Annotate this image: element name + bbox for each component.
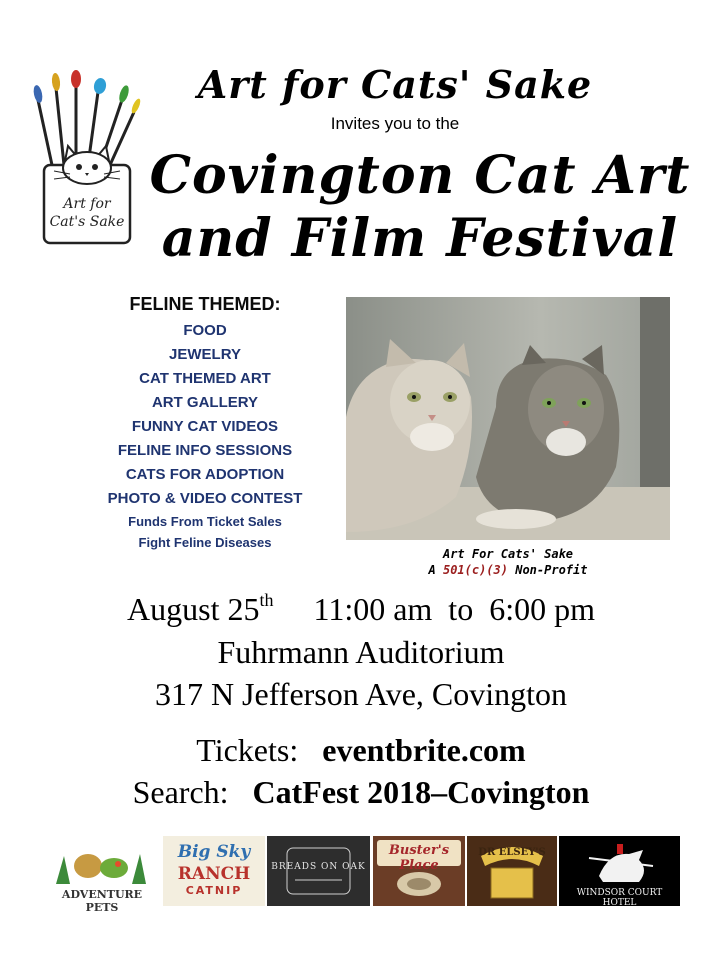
feature-list	[85, 294, 325, 553]
sponsor-big-sky-ranch	[163, 836, 265, 906]
org-title: Art for Cats' Sake	[197, 62, 593, 107]
feature-item: ART GALLERY	[151, 394, 259, 411]
search-line	[0, 774, 722, 811]
sponsor-name: WINDSOR COURT HOTEL	[576, 888, 663, 908]
event-time: 11:00 am to 6:00 pm	[313, 591, 595, 627]
sponsor-name-bot: CATNIP	[185, 884, 243, 897]
festival-title-line2: and Film Festival	[161, 208, 679, 269]
sponsor-name: ADVENTURE PETS	[61, 888, 143, 914]
caption-line2: A 501(c)(3) Non-Profit	[428, 563, 588, 577]
invites-text: Invites you to the	[330, 114, 460, 133]
sponsor-name: DR ELSEY'S	[478, 847, 546, 858]
cats-photo	[346, 297, 670, 540]
sponsor-busters-place	[373, 836, 465, 906]
feature-item: FOOD	[183, 322, 227, 339]
search-label: Search:	[132, 774, 229, 810]
date-time-line	[0, 590, 722, 628]
tickets-line	[0, 732, 722, 769]
nonprofit-status: 501(c)(3)	[442, 563, 508, 577]
search-term: CatFest 2018–Covington	[252, 774, 590, 810]
feature-item: FELINE INFO SESSIONS	[117, 442, 293, 459]
art-for-cats-sake-logo	[30, 70, 150, 245]
caption-line1: Art For Cats' Sake	[442, 547, 574, 561]
event-venue: Fuhrmann Auditorium	[217, 634, 505, 670]
tickets-link[interactable]: eventbrite.com	[322, 732, 526, 768]
feature-item: PHOTO & VIDEO CONTEST	[107, 490, 303, 507]
sponsor-breads-on-oak	[267, 836, 370, 906]
logo-text-line1: Art for	[63, 196, 111, 212]
feature-note: Fight Feline Diseases	[138, 535, 272, 550]
sponsor-adventure-pets	[46, 836, 158, 914]
sponsor-windsor-court-hotel	[559, 836, 680, 906]
sponsor-name-top: Big Sky	[177, 842, 251, 862]
feature-item: FUNNY CAT VIDEOS	[131, 418, 279, 435]
logo-text-line2: Cat's Sake	[49, 214, 125, 230]
event-date: August 25	[127, 591, 260, 627]
sponsor-dr-elseys	[467, 836, 557, 906]
sponsor-name-mid: RANCH	[177, 864, 251, 884]
event-address: 317 N Jefferson Ave, Covington	[154, 676, 568, 712]
festival-title-line1: Covington Cat Art	[149, 145, 691, 206]
feature-item: CATS FOR ADOPTION	[125, 466, 285, 483]
feature-heading: FELINE THEMED:	[129, 294, 281, 314]
photo-caption	[346, 546, 670, 578]
tickets-label: Tickets:	[196, 732, 299, 768]
feature-item: JEWELRY	[169, 346, 241, 363]
sponsor-name: Buster's Place	[388, 843, 450, 873]
feature-item: CAT THEMED ART	[139, 370, 271, 387]
feature-note: Funds From Ticket Sales	[128, 514, 282, 529]
sponsor-name: BREADS ON OAK	[271, 862, 366, 872]
date-suffix: th	[259, 590, 274, 610]
